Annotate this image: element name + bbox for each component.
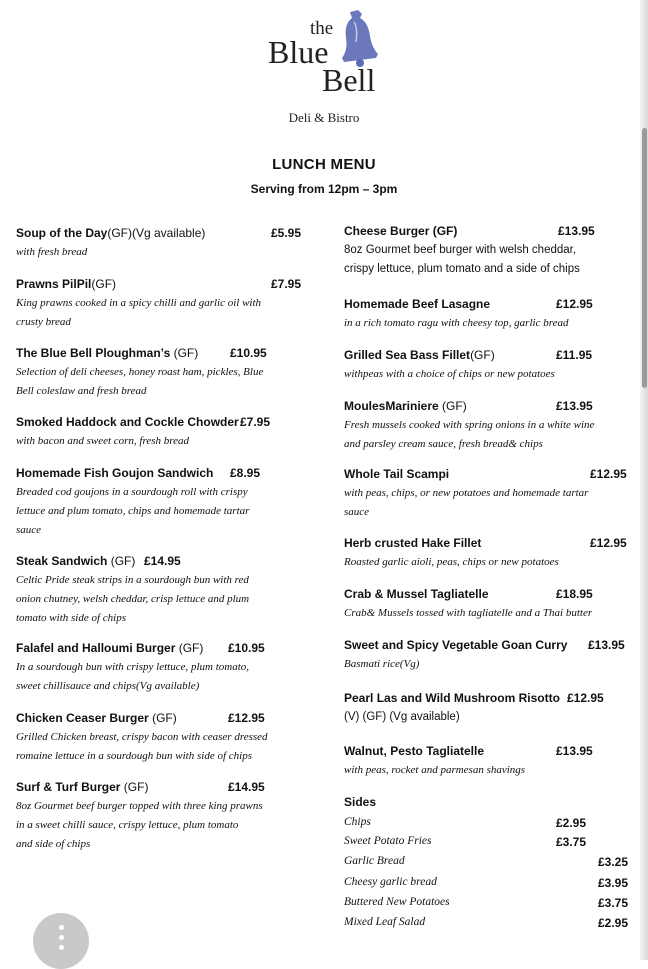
item-price: £5.95 bbox=[271, 226, 302, 240]
item-price: £7.95 bbox=[240, 415, 271, 429]
item-name: Prawns PilPil(GF) bbox=[16, 277, 117, 291]
item-price: £18.95 bbox=[556, 587, 593, 601]
item-name: Homemade Beef Lasagne bbox=[344, 297, 491, 311]
item-name: Falafel and Halloumi Burger (GF) bbox=[16, 641, 204, 655]
item-name: Herb crusted Hake Fillet bbox=[344, 536, 482, 550]
logo-word-bell: Bell bbox=[322, 62, 376, 98]
item-name: Sweet and Spicy Vegetable Goan Curry bbox=[344, 638, 568, 652]
item-price: £8.95 bbox=[230, 466, 261, 480]
item-name: Grilled Sea Bass Fillet(GF) bbox=[344, 348, 495, 362]
item-description: in a rich tomato ragu with cheesy top, garlic bread bbox=[344, 317, 569, 329]
item-description: 8oz Gourmet beef burger with welsh cheddar, crispy lettuce, plum tomato and a side of chips bbox=[344, 244, 580, 275]
item-name: Pearl Las and Wild Mushroom Risotto bbox=[344, 691, 560, 705]
item-name: Homemade Fish Goujon Sandwich bbox=[16, 466, 214, 480]
bell-icon bbox=[332, 8, 382, 68]
item-price: £12.95 bbox=[556, 297, 593, 311]
item-name: MoulesMariniere (GF) bbox=[344, 399, 467, 413]
item-description: with fresh bread bbox=[16, 246, 88, 258]
serving-hours: Serving from 12pm – 3pm bbox=[250, 182, 398, 196]
item-price: £7.95 bbox=[271, 277, 302, 291]
item-description: Fresh mussels cooked with spring onions in a white wine and parsley cream sauce, fresh bread& chips bbox=[344, 419, 595, 450]
more-options-button[interactable] bbox=[33, 913, 89, 969]
item-name: The Blue Bell Ploughman’s (GF) bbox=[16, 346, 199, 360]
side-price: £3.25 bbox=[598, 855, 629, 869]
side-price: £3.95 bbox=[598, 876, 629, 890]
side-name: Buttered New Potatoes bbox=[344, 896, 450, 908]
item-description: 8oz Gourmet beef burger topped with three king prawns in a sweet chilli sauce, crispy lettuce, plum tomato and side of chips bbox=[16, 800, 263, 850]
item-price: £12.95 bbox=[590, 536, 627, 550]
sides-heading: Sides bbox=[344, 795, 377, 809]
item-price: £11.95 bbox=[556, 348, 593, 362]
item-description: In a sourdough bun with crispy lettuce, plum tomato, sweet chillisauce and chips(Vg available) bbox=[16, 661, 250, 692]
blue-bell-logo bbox=[268, 8, 386, 98]
item-name: Soup of the Day(GF)(Vg available) bbox=[16, 226, 206, 240]
item-price: £14.95 bbox=[228, 780, 265, 794]
side-name: Chips bbox=[344, 816, 371, 828]
item-name: Smoked Haddock and Cockle Chowder bbox=[16, 415, 239, 429]
side-price: £2.95 bbox=[556, 816, 587, 830]
side-price: £3.75 bbox=[598, 896, 629, 910]
side-price: £2.95 bbox=[598, 916, 629, 930]
item-price: £10.95 bbox=[230, 346, 267, 360]
item-description: withpeas with a choice of chips or new potatoes bbox=[344, 368, 555, 380]
item-description: Breaded cod goujons in a sourdough roll with crispy lettuce and plum tomato, chips and homemade tartar sauce bbox=[16, 486, 250, 536]
item-name: Crab & Mussel Tagliatelle bbox=[344, 587, 489, 601]
item-name: Steak Sandwich (GF) bbox=[16, 554, 136, 568]
item-description: (V) (GF) (Vg available) bbox=[344, 711, 460, 723]
item-name: Surf & Turf Burger (GF) bbox=[16, 780, 149, 794]
side-name: Sweet Potato Fries bbox=[344, 835, 432, 847]
more-dot-icon bbox=[59, 945, 64, 950]
item-price: £12.95 bbox=[567, 691, 604, 705]
item-name: Cheese Burger (GF) bbox=[344, 224, 458, 238]
side-name: Cheesy garlic bread bbox=[344, 876, 437, 888]
item-name: Chicken Ceaser Burger (GF) bbox=[16, 711, 177, 725]
scrollbar-track[interactable] bbox=[640, 0, 648, 960]
item-price: £10.95 bbox=[228, 641, 265, 655]
item-description: Basmati rice(Vg) bbox=[344, 658, 420, 670]
item-price: £13.95 bbox=[556, 744, 593, 758]
item-price: £13.95 bbox=[588, 638, 625, 652]
item-description: Selection of deli cheeses, honey roast ham, pickles, Blue Bell coleslaw and fresh bread bbox=[16, 366, 264, 397]
item-description: King prawns cooked in a spicy chilli and garlic oil with crusty bread bbox=[16, 297, 262, 328]
item-price: £12.95 bbox=[228, 711, 265, 725]
logo-word-blue: Blue bbox=[268, 34, 329, 70]
more-dot-icon bbox=[59, 935, 64, 940]
item-name: Walnut, Pesto Tagliatelle bbox=[344, 744, 485, 758]
item-name: Whole Tail Scampi bbox=[344, 467, 450, 481]
item-description: Celtic Pride steak strips in a sourdough bun with red onion chutney, welsh cheddar, crisp lettuce and plum tomato with side of chips bbox=[16, 574, 250, 624]
item-description: Grilled Chicken breast, crispy bacon with ceaser dressed romaine lettuce in a sourdough bun with side of chips bbox=[16, 731, 268, 762]
item-description: with bacon and sweet corn, fresh bread bbox=[16, 435, 190, 447]
logo-word-the: the bbox=[310, 18, 334, 39]
side-name: Garlic Bread bbox=[344, 855, 405, 867]
item-description: with peas, rocket and parmesan shavings bbox=[344, 764, 526, 776]
item-price: £14.95 bbox=[144, 554, 181, 568]
item-description: Crab& Mussels tossed with tagliatelle and a Thai butter bbox=[344, 607, 593, 619]
item-price: £13.95 bbox=[558, 224, 595, 238]
side-name: Mixed Leaf Salad bbox=[344, 916, 426, 928]
menu-title: LUNCH MENU bbox=[272, 156, 376, 173]
more-dot-icon bbox=[59, 925, 64, 930]
side-price: £3.75 bbox=[556, 835, 587, 849]
item-price: £13.95 bbox=[556, 399, 593, 413]
deli-bistro-subtitle: Deli & Bistro bbox=[288, 110, 360, 125]
item-description: Roasted garlic aioli, peas, chips or new potatoes bbox=[344, 556, 559, 568]
item-price: £12.95 bbox=[590, 467, 627, 481]
item-description: with peas, chips, or new potatoes and homemade tartar sauce bbox=[344, 487, 589, 518]
